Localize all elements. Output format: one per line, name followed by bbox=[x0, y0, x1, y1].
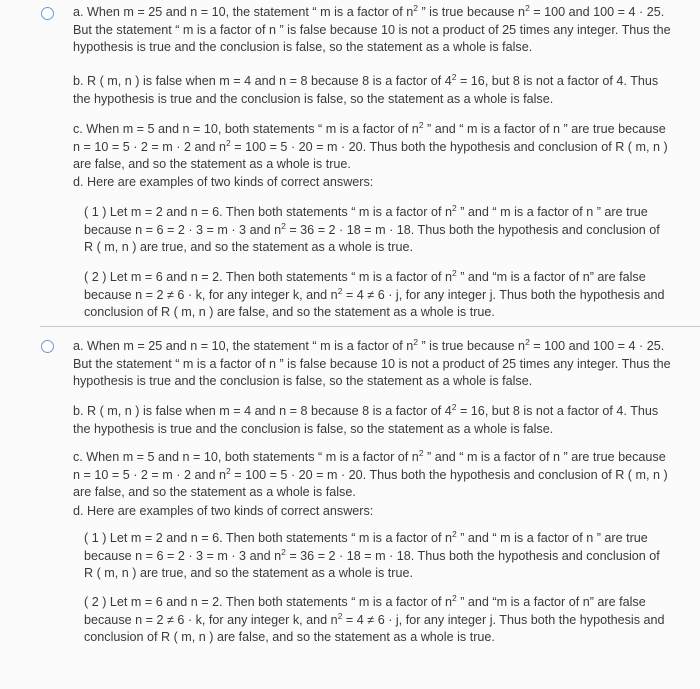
radio-button[interactable] bbox=[41, 7, 54, 20]
divider bbox=[40, 326, 700, 327]
part-d-intro: d. Here are examples of two kinds of correct answers: bbox=[73, 504, 374, 518]
part-a: a. When m = 25 and n = 10, the statement “ m is a factor of $n^2$ ” is true because $n^2 = 100$ and 100 = 4 · 25. But the statement “ m is a factor of n ” is false because 10 is not a product of 25 times any integer. Thus the hypothesis is true and the conclusion is false, so the statement as a whole is false. bbox=[73, 3, 671, 54]
part-a: a. When m = 25 and n = 10, the statement “ m is a factor of $n^2$ ” is true because $n^2 = 100$ and 100 = 4 · 25. But the statement “ m is a factor of n ” is false because 10 is not a product of 25 times any integer. Thus the hypothesis is true and the conclusion is false, so the statement as a whole is false. bbox=[73, 337, 671, 388]
part-c: c. When m = 5 and n = 10, both statements “ m is a factor of $n^2$ ” and “ m is a factor of n ” are true because n = 10 = 5 · 2 = m · 2 and $n^2 = 100 = 5 \cdot 20 = m \cdot 20$. Thus both the hypothesis and conclusion of R ( m, n ) are false, and so the statement as a whole is false. bbox=[73, 448, 668, 499]
part-d-example-2: ( 2 ) Let m = 6 and n = 2. Then both statements “ m is a factor of $n^2$ ” and “m is a factor of n” are false because n = 2 ≠ 6 · k, for any integer k, and $n^2 = 4 \ne 6 \cdot j$, for any integer j. Thus both the hypothesis and conclusion of R ( m, n ) are false, and so the statement as a whole is true. bbox=[84, 268, 665, 319]
part-b: b. R ( m, n ) is false when m = 4 and n = 8 because 8 is a factor of $4^2 = 16$, but 8 is not a factor of 4. Thus the hypothesis is true and the conclusion is false, so the statement as a whole is false. bbox=[73, 72, 659, 106]
part-d-example-1: ( 1 ) Let m = 2 and n = 6. Then both statements “ m is a factor of $n^2$ ” and “ m is a factor of n ” are true because n = 6 = 2 · 3 = m · 3 and $n^2 = 36 = 2 \cdot 18 = m \cdot 18$. Thus both the hypothesis and conclusion of R ( m, n ) are true, and so the statement as a whole is true. bbox=[84, 203, 660, 254]
answer-option-2[interactable] bbox=[0, 328, 700, 689]
part-d-example-2: ( 2 ) Let m = 6 and n = 2. Then both statements “ m is a factor of $n^2$ ” and “m is a factor of n” are false because n = 2 ≠ 6 · k, for any integer k, and $n^2 = 4 \ne 6 \cdot j$, for any integer j. Thus both the hypothesis and conclusion of R ( m, n ) are false, and so the statement as a whole is true. bbox=[84, 593, 665, 644]
part-d-intro: d. Here are examples of two kinds of correct answers: bbox=[73, 175, 374, 189]
radio-button[interactable] bbox=[41, 340, 54, 353]
answer-option-1[interactable] bbox=[0, 0, 700, 326]
part-d-example-1: ( 1 ) Let m = 2 and n = 6. Then both statements “ m is a factor of $n^2$ ” and “ m is a factor of n ” are true because n = 6 = 2 · 3 = m · 3 and $n^2 = 36 = 2 \cdot 18 = m \cdot 18$. Thus both the hypothesis and conclusion of R ( m, n ) are true, and so the statement as a whole is true. bbox=[84, 529, 660, 580]
part-c: c. When m = 5 and n = 10, both statements “ m is a factor of $n^2$ ” and “ m is a factor of n ” are true because n = 10 = 5 · 2 = m · 2 and $n^2 = 100 = 5 \cdot 20 = m \cdot 20$. Thus both the hypothesis and conclusion of R ( m, n ) are false, and so the statement as a whole is true. bbox=[73, 120, 668, 171]
part-b: b. R ( m, n ) is false when m = 4 and n = 8 because 8 is a factor of $4^2 = 16$, but 8 is not a factor of 4. Thus the hypothesis is true and the conclusion is false, so the statement as a whole is false. bbox=[73, 402, 659, 436]
